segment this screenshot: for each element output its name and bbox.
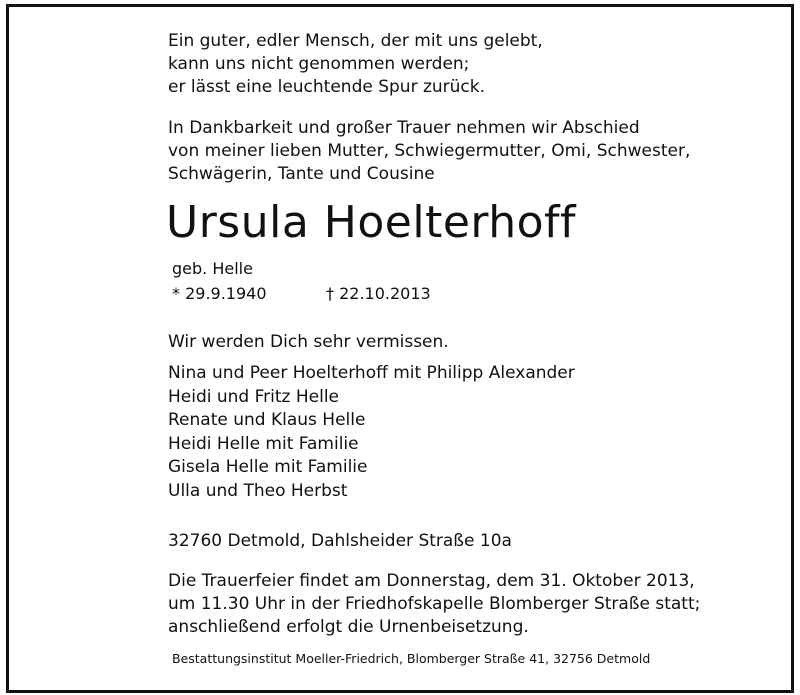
deceased-name: Ursula Hoelterhoff bbox=[166, 197, 577, 248]
intro-line: von meiner lieben Mutter, Schwiegermutter, Omi, Schwester, bbox=[168, 141, 691, 161]
mourner-item: Heidi und Fritz Helle bbox=[168, 386, 340, 407]
funeral-details bbox=[168, 570, 700, 639]
farewell-text bbox=[168, 331, 449, 354]
mourner-item: Ulla und Theo Herbst bbox=[168, 480, 348, 501]
mourner-item: Nina und Peer Hoelterhoff mit Philipp Alexander bbox=[168, 363, 575, 383]
mourner-item: Heidi Helle mit Familie bbox=[168, 433, 359, 454]
address-line: 32760 Detmold, Dahlsheider Straße 10a bbox=[168, 531, 512, 551]
mourners-list bbox=[168, 362, 575, 504]
funeral-line: Die Trauerfeier findet am Donnerstag, dem 31. Oktober 2013, bbox=[168, 571, 695, 591]
funeral-line: um 11.30 Uhr in der Friedhofskapelle Blomberger Straße statt; bbox=[168, 594, 701, 614]
intro-line: Schwägerin, Tante und Cousine bbox=[168, 164, 435, 184]
funeral-home-footer: Bestattungsinstitut Moeller-Friedrich, Blomberger Straße 41, 32756 Detmold bbox=[172, 651, 651, 666]
birth-date: * 29.9.1940 bbox=[172, 284, 267, 303]
farewell-line: Wir werden Dich sehr vermissen. bbox=[168, 332, 449, 352]
mourner-item: Gisela Helle mit Familie bbox=[168, 457, 368, 478]
intro-text bbox=[168, 117, 690, 186]
poem-line: Ein guter, edler Mensch, der mit uns gelebt, bbox=[168, 31, 543, 51]
poem-line: er lässt eine leuchtende Spur zurück. bbox=[168, 77, 486, 97]
death-date: † 22.10.2013 bbox=[326, 284, 431, 303]
poem-verse bbox=[168, 30, 543, 99]
mourner-item: Renate und Klaus Helle bbox=[168, 410, 366, 431]
intro-line: In Dankbarkeit und großer Trauer nehmen wir Abschied bbox=[168, 118, 640, 138]
birth-name: geb. Helle bbox=[172, 259, 253, 278]
poem-line: kann uns nicht genommen werden; bbox=[168, 54, 470, 74]
funeral-line: anschließend erfolgt die Urnenbeisetzung. bbox=[168, 617, 529, 637]
family-address bbox=[168, 530, 512, 553]
